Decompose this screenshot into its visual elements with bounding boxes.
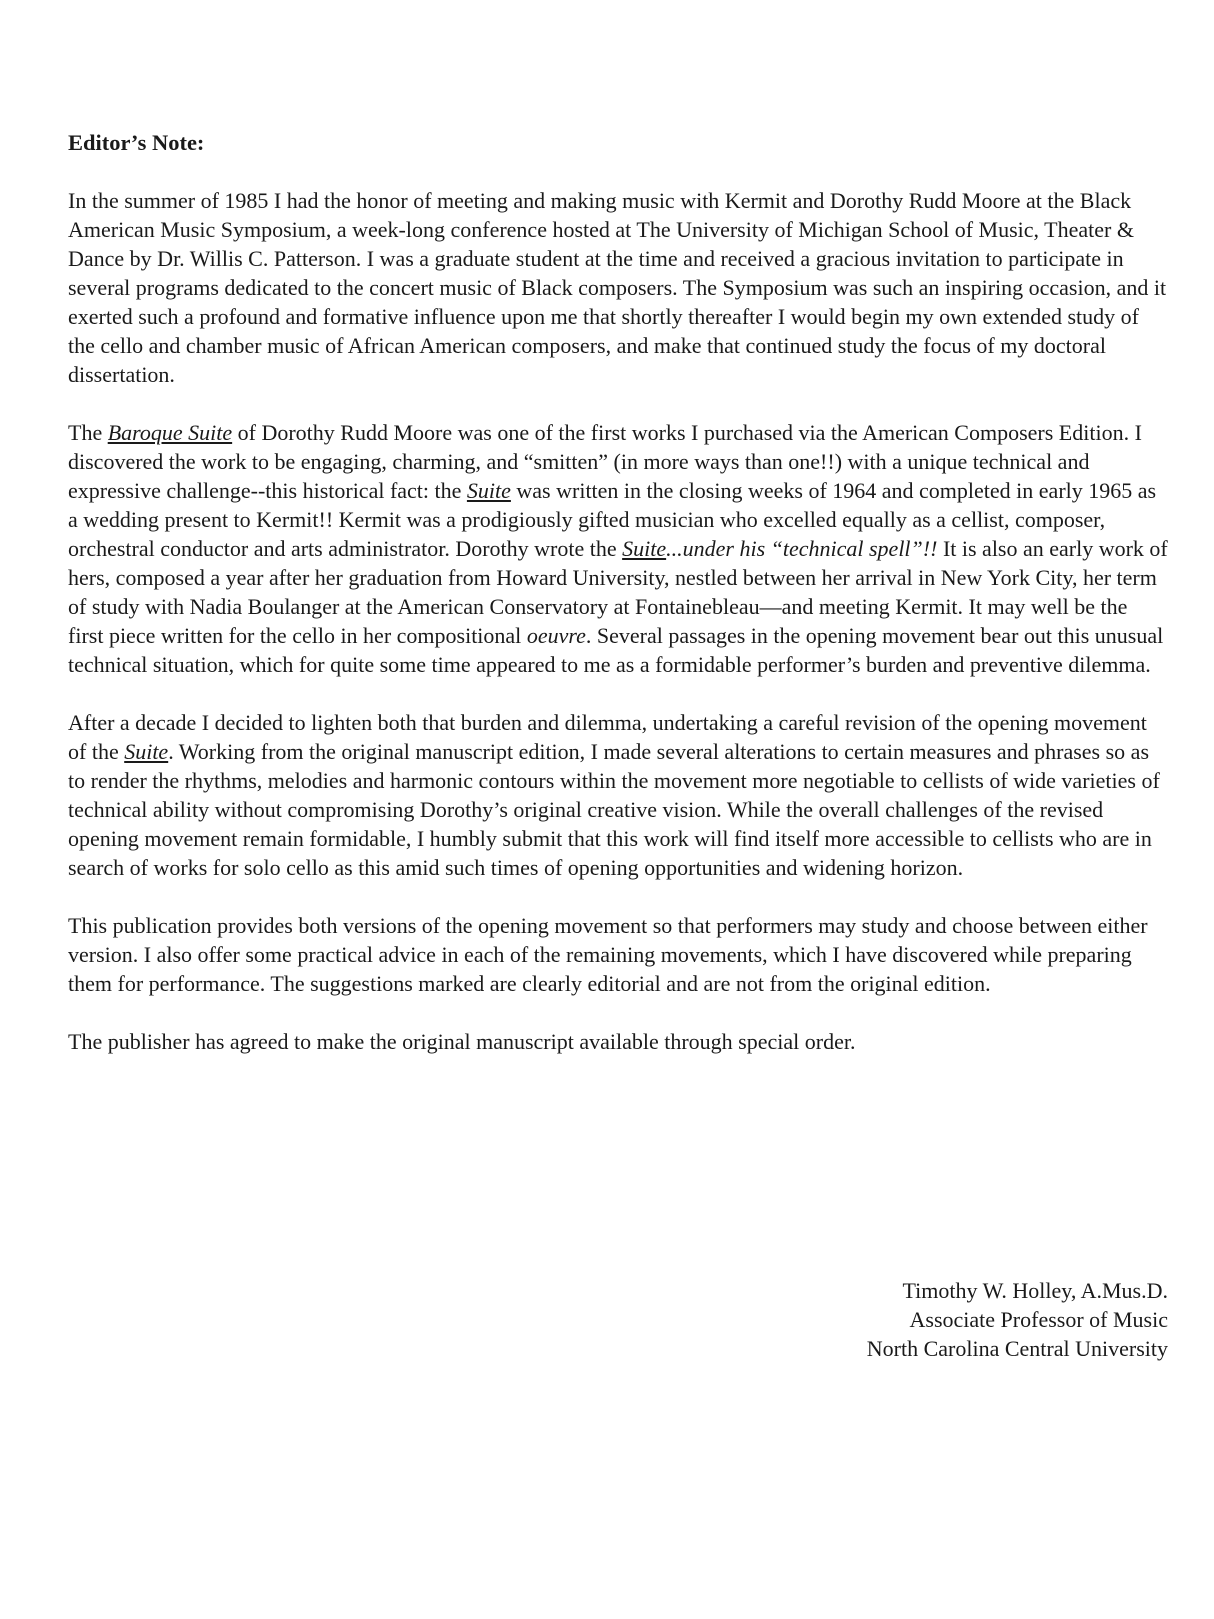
paragraph-3 — [68, 708, 1168, 882]
suite-title: Suite — [124, 739, 169, 764]
signature-institution: North Carolina Central University — [866, 1336, 1168, 1361]
paragraph-1: In the summer of 1985 I had the honor of meeting and making music with Kermit and Dorothy Rudd Moore at the Black American Music Symposium, a week-long conference hosted at The University of Michigan School of Music, Theater & Dance by Dr. Willis C. Patterson. I was a graduate student at the time and received a gracious invitation to participate in several programs dedicated to the concert music of Black composers. The Symposium was such an inspiring occasion, and it exerted such a profound and formative influence upon me that shortly thereafter I would begin my own extended study of the cello and chamber music of African American composers, and make that continued study the focus of my doctoral dissertation. — [68, 188, 1167, 387]
technical-spell-phrase: ...under his “technical spell”!! — [666, 536, 938, 561]
p3-text-b: . Working from the original manuscript edition, I made several alterations to certain measures and phrases so as to render the rhythms, melodies and harmonic contours within the movement more negotiable to cellists of wide varieties of technical ability without compromising Dorothy’s original creative vision. While the overall challenges of the revised opening movement remain formidable, I humbly submit that this work will find itself more accessible to cellists who are in search of works for solo cello as this amid such times of opening opportunities and widening horizon. — [68, 739, 1160, 880]
oeuvre-word: oeuvre — [526, 623, 586, 648]
p2-text-d: It is also an early work of hers, composed a year after her graduation from Howard University, nestled between her arrival in New York City, her term of study with Nadia Boulanger at the American Conservatory at Fontainebleau—and meeting Kermit. It may well be the first piece written for the cello in her compositional — [68, 536, 1168, 648]
paragraph-2 — [68, 418, 1168, 679]
paragraph-4: This publication provides both versions of the opening movement so that performers may study and choose between either version. I also offer some practical advice in each of the remaining movements, which I have discovered while preparing them for performance. The suggestions marked are clearly editorial and are not from the original edition. — [68, 913, 1148, 996]
baroque-suite-title: Baroque Suite — [107, 420, 233, 445]
signature-title: Associate Professor of Music — [909, 1307, 1168, 1332]
signature-block — [748, 1276, 1168, 1363]
suite-title: Suite — [466, 478, 511, 503]
p3-text-a: After a decade I decided to lighten both that burden and dilemma, undertaking a careful revision of the opening movement of the — [68, 710, 1147, 764]
p2-text-c: was written in the closing weeks of 1964 and completed in early 1965 as a wedding present to Kermit!! Kermit was a prodigiously gifted musician who excelled equally as a cellist, composer, orchestral conductor and arts administrator. Dorothy wrote the — [68, 478, 1157, 561]
p2-text-a: The — [68, 420, 108, 445]
suite-title: Suite — [622, 536, 667, 561]
p2-text-e: . Several passages in the opening movement bear out this unusual technical situation, which for quite some time appeared to me as a formidable performer’s burden and preventive dilemma. — [68, 623, 1164, 677]
signature-name: Timothy W. Holley, A.Mus.D. — [902, 1278, 1168, 1303]
document-page — [68, 128, 1168, 1361]
paragraph-5: The publisher has agreed to make the original manuscript available through special order. — [68, 1029, 856, 1054]
p2-text-b: of Dorothy Rudd Moore was one of the first works I purchased via the American Composers Edition. I discovered the work to be engaging, charming, and “smitten” (in more ways than one!!) with a unique technical and expressive challenge--this historical fact: the — [68, 420, 1142, 503]
editors-note-heading: Editor’s Note: — [68, 130, 205, 155]
